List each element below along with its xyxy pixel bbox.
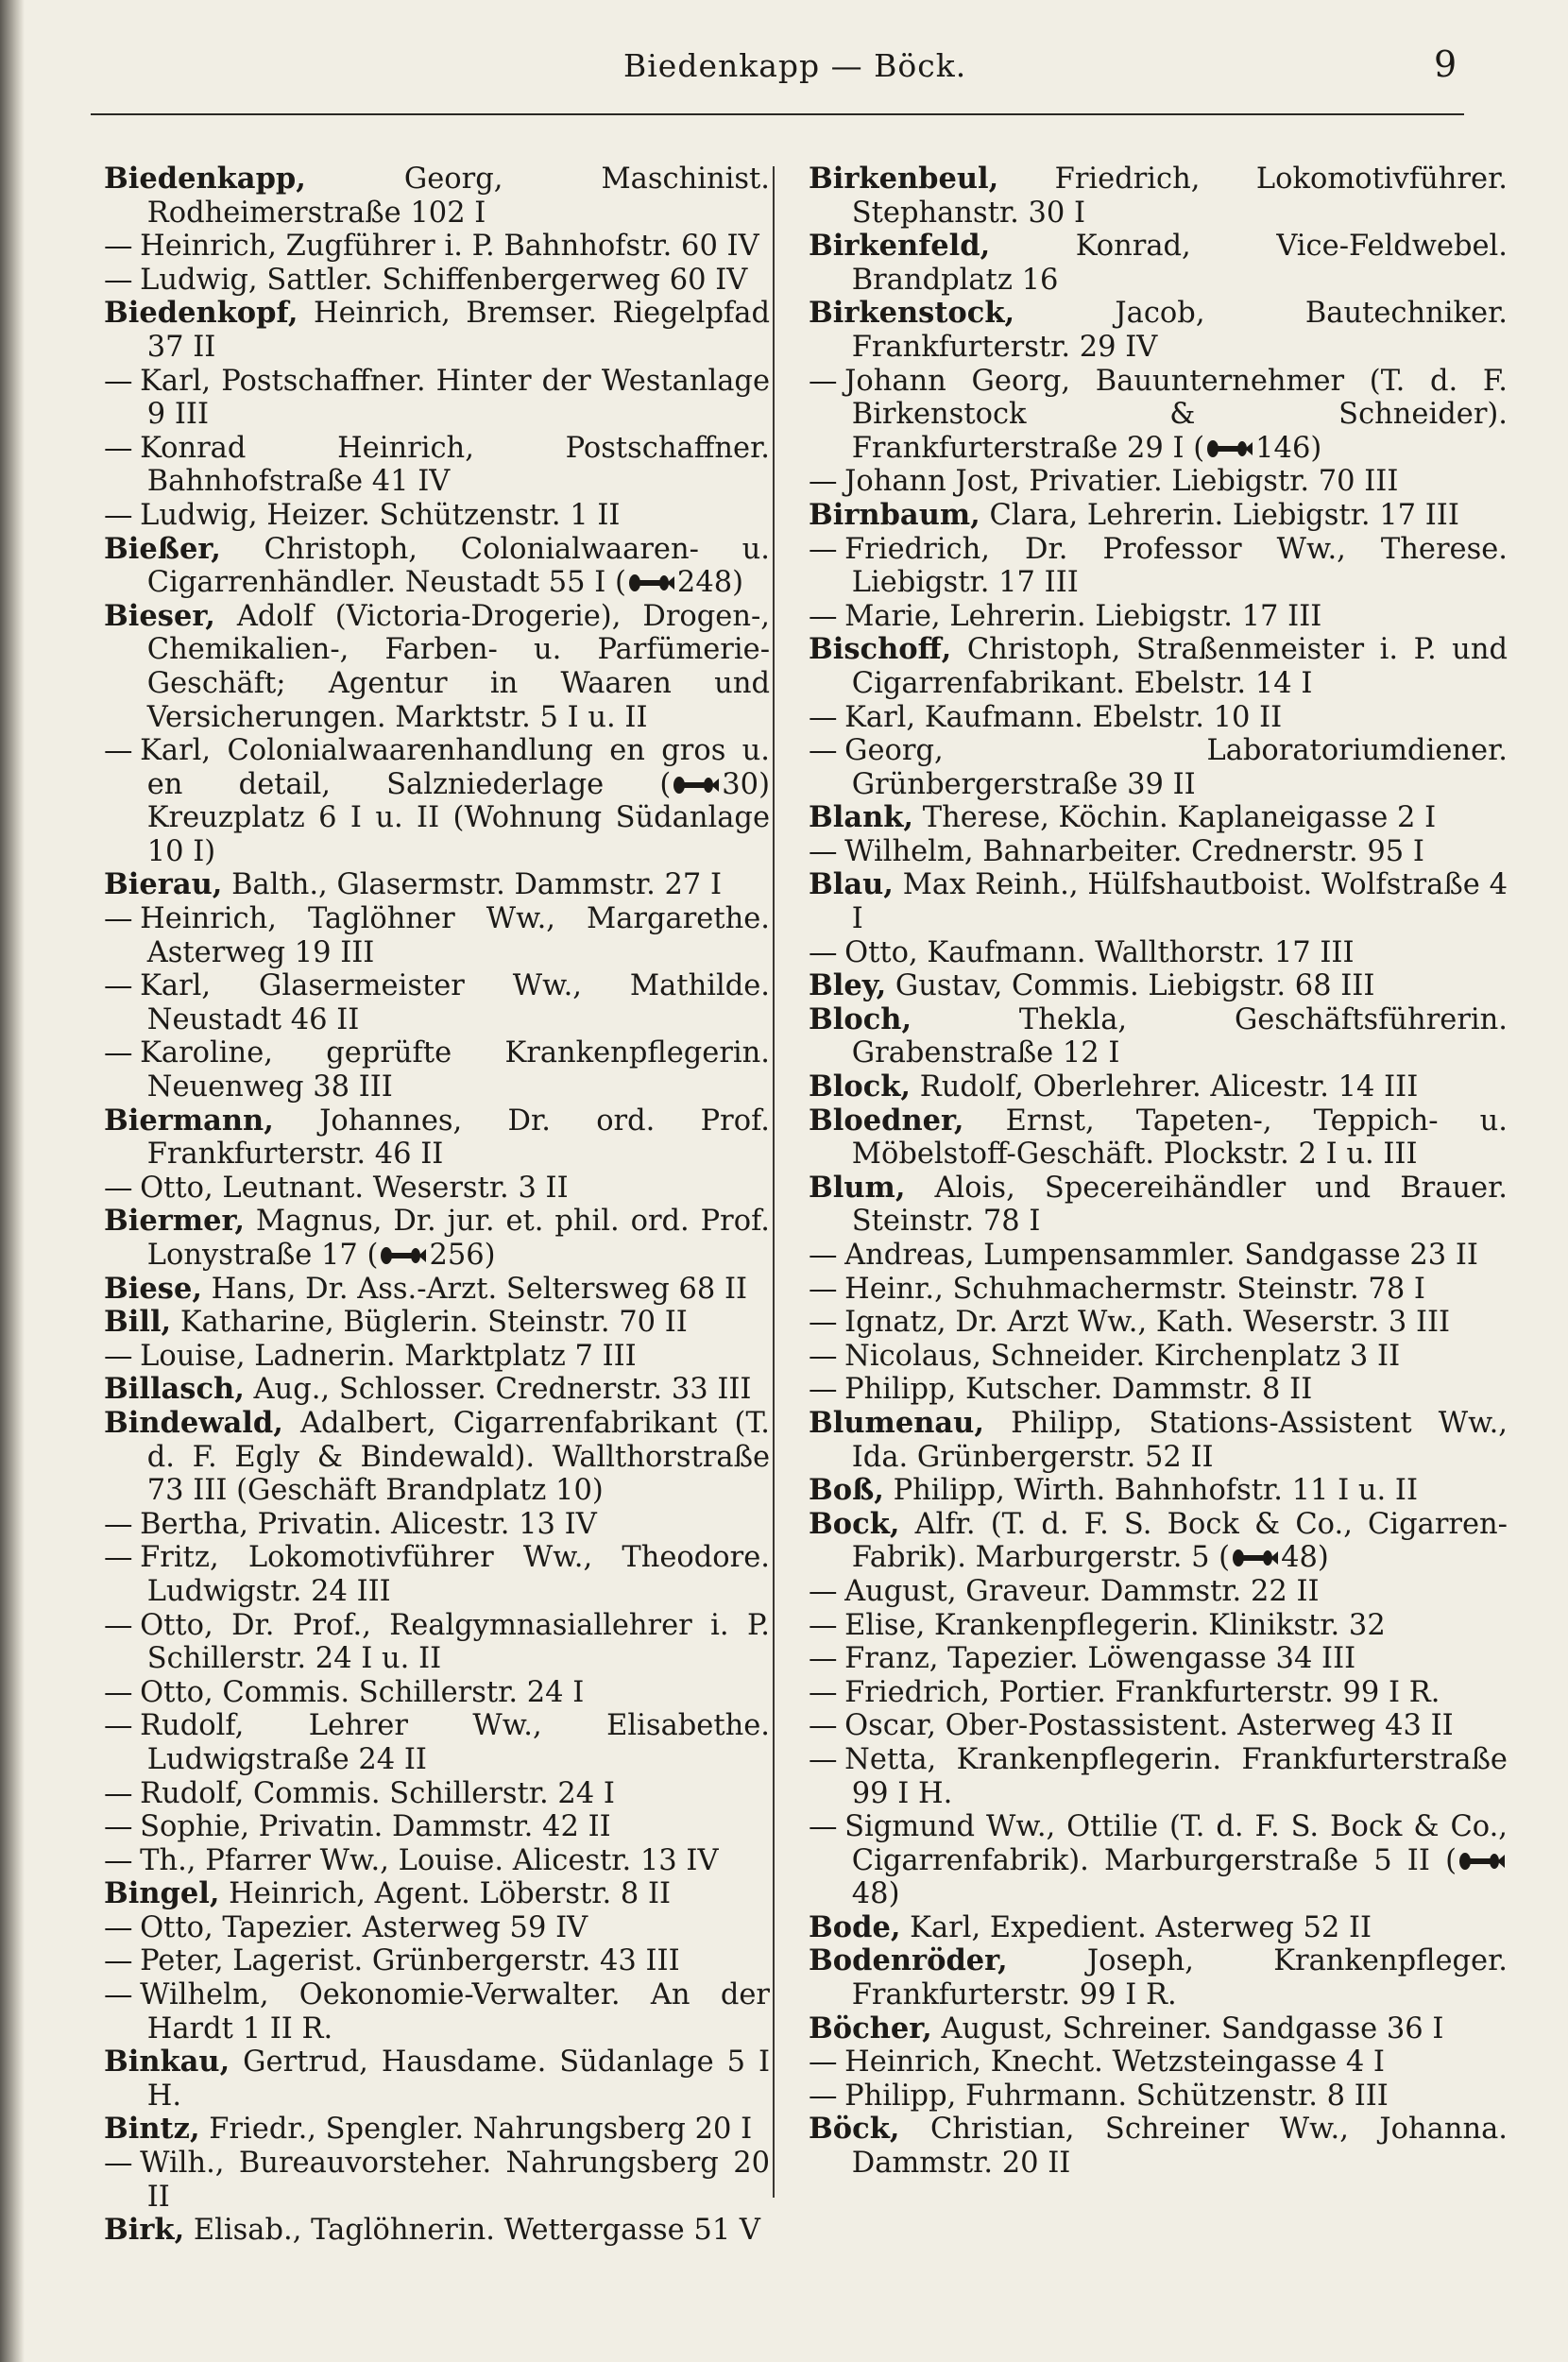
directory-entry <box>809 1070 1508 1104</box>
directory-entry <box>809 533 1508 600</box>
entry-text: Philipp, Kutscher. Dammstr. 8 II <box>844 1373 1313 1407</box>
entry-dash: — <box>809 1373 838 1407</box>
directory-entry <box>104 1877 770 1911</box>
entry-surname: Bischoff, <box>809 632 952 667</box>
directory-entry <box>809 734 1508 801</box>
entry-text: Netta, Krankenpflegerin. Frankfurterstraße 99 I H. <box>844 1742 1508 1810</box>
directory-entry <box>809 969 1508 1003</box>
phone-number: 146 <box>1255 431 1311 465</box>
entry-text: Adolf (Victoria-Drogerie), Drogen-, Chemikalien-, Farben- u. Parfümerie-Geschäft; Agentur in Waaren und Versicherungen. Marktstr. 5 I u. II <box>146 599 770 734</box>
entry-surname: Bindewald, <box>104 1405 283 1440</box>
directory-entry <box>809 1676 1508 1710</box>
entry-dash: — <box>809 2045 838 2080</box>
entry-text: Otto, Leutnant. Weserstr. 3 II <box>140 1171 569 1205</box>
phone-number: 256 <box>429 1239 485 1272</box>
directory-entry <box>809 499 1508 533</box>
entry-dash: — <box>104 1036 133 1070</box>
entry-dash: — <box>104 1978 133 2012</box>
entry-text: Philipp, Fuhrmann. Schützenstr. 8 III <box>844 2079 1389 2113</box>
entry-text: Balth., Glasermstr. Dammstr. 27 I <box>222 868 723 902</box>
entry-surname: Block, <box>809 1070 912 1104</box>
entry-surname: Blum, <box>809 1170 906 1205</box>
directory-entry <box>104 2214 770 2248</box>
entry-text: Konrad Heinrich, Postschaffner. Bahnhofstraße 41 IV <box>140 431 770 499</box>
directory-entry <box>104 533 770 600</box>
directory-entry <box>809 835 1508 869</box>
entry-surname: Billasch, <box>104 1372 245 1407</box>
entry-surname: Binkau, <box>104 2045 230 2080</box>
entry-text: Otto, Dr. Prof., Realgymnasiallehrer i. P. Schillerstr. 24 I u. II <box>140 1608 770 1676</box>
directory-entry <box>809 1709 1508 1743</box>
directory-entry <box>104 1508 770 1542</box>
entry-text: Otto, Kaufmann. Wallthorstr. 17 III <box>844 935 1355 969</box>
entry-text: Heinr., Schuhmachermstr. Steinstr. 78 I <box>844 1272 1425 1306</box>
entry-surname: Bingel, <box>104 1876 220 1911</box>
entry-dash: — <box>104 1810 133 1844</box>
directory-entry <box>809 936 1508 970</box>
entry-dash: — <box>104 1910 133 1944</box>
entry-dash: — <box>809 1574 838 1608</box>
entry-text: Oscar, Ober-Postassistent. Asterweg 43 II <box>844 1709 1454 1743</box>
entry-dash: — <box>104 1843 133 1877</box>
entry-text: Marie, Lehrerin. Liebigstr. 17 III <box>844 599 1322 633</box>
directory-entry <box>809 1407 1508 1474</box>
directory-entry <box>104 264 770 298</box>
directory-entry <box>104 1911 770 1945</box>
entry-surname: Bintz, <box>104 2112 200 2147</box>
entry-surname: Bieser, <box>104 598 215 633</box>
entry-surname: Bley, <box>809 968 887 1003</box>
entry-text: Aug., Schlosser. Crednerstr. 33 III <box>244 1373 752 1407</box>
entry-dash: — <box>104 263 133 297</box>
entry-surname: Blau, <box>809 867 894 902</box>
directory-entry <box>104 1609 770 1676</box>
directory-entry <box>809 2080 1508 2114</box>
entry-text: Rudolf, Oberlehrer. Alicestr. 14 III <box>911 1070 1419 1104</box>
telephone-receiver-icon <box>1458 1851 1506 1872</box>
entry-text: Alois, Specereihändler und Brauer. Steinstr. 78 I <box>851 1171 1508 1239</box>
directory-entry <box>104 1407 770 1508</box>
entry-text: Heinrich, Bremser. Riegelpfad 37 II <box>146 297 770 364</box>
entry-surname: Biedenkapp, <box>104 162 306 196</box>
telephone-receiver-icon <box>380 1245 427 1266</box>
entry-dash: — <box>809 700 838 734</box>
entry-text: Peter, Lagerist. Grünbergerstr. 43 III <box>140 1944 680 1978</box>
entry-text: August, Graveur. Dammstr. 22 II <box>844 1574 1320 1608</box>
entry-text: Karl, Expedient. Asterweg 52 II <box>900 1910 1372 1944</box>
entry-dash: — <box>809 1239 838 1272</box>
entry-text: Andreas, Lumpensammler. Sandgasse 23 II <box>844 1239 1478 1272</box>
entry-dash: — <box>809 734 838 768</box>
entry-surname: Birkenstock, <box>809 296 1015 331</box>
directory-entry <box>809 1340 1508 1374</box>
entry-dash: — <box>809 1272 838 1306</box>
entry-text: Ludwig, Sattler. Schiffenbergerweg 60 IV <box>140 263 748 297</box>
entry-text: Nicolaus, Schneider. Kirchenplatz 3 II <box>844 1339 1401 1373</box>
entry-dash: — <box>104 969 133 1003</box>
entry-text: Friedrich, Portier. Frankfurterstr. 99 I R. <box>844 1675 1440 1709</box>
directory-entry <box>809 1306 1508 1340</box>
entry-text: Philipp, Stations-Assistent Ww., Ida. Grünbergerstr. 52 II <box>851 1406 1508 1474</box>
directory-entry <box>809 1944 1508 2011</box>
entry-text: Konrad, Vice-Feldwebel. Brandplatz 16 <box>851 230 1508 297</box>
phone-number: 248 <box>676 566 733 600</box>
entry-dash: — <box>104 1675 133 1709</box>
entry-dash: — <box>104 1339 133 1373</box>
entry-surname: Bloch, <box>809 1001 912 1036</box>
entry-dash: — <box>104 1171 133 1205</box>
entry-text: Therese, Köchin. Kaplaneigasse 2 I <box>913 801 1437 835</box>
directory-entry <box>809 600 1508 634</box>
directory-entry <box>104 499 770 533</box>
directory-entry <box>104 1172 770 1206</box>
entry-dash: — <box>809 1608 838 1642</box>
directory-entry <box>104 432 770 499</box>
directory-entry <box>809 1508 1508 1575</box>
phone-number: 48 <box>851 1877 889 1911</box>
directory-entry <box>104 1205 770 1272</box>
entry-dash: — <box>104 1507 133 1541</box>
directory-entry <box>809 297 1508 364</box>
entry-text: Ignatz, Dr. Arzt Ww., Kath. Weserstr. 3 III <box>844 1306 1451 1340</box>
entry-text: Karoline, geprüfte Krankenpflegerin. Neuenweg 38 III <box>140 1036 770 1104</box>
entry-text: Elisab., Taglöhnerin. Wettergasse 51 V <box>184 2214 760 2248</box>
directory-entry <box>104 902 770 969</box>
entry-surname: Birk, <box>104 2213 185 2248</box>
directory-entry <box>809 2012 1508 2046</box>
entry-text: Joseph, Krankenpfleger. Frankfurterstr. 99 I R. <box>851 1944 1508 2012</box>
entry-text: Friedrich, Dr. Professor Ww., Therese. Liebigstr. 17 III <box>844 532 1508 600</box>
entry-text: Rudolf, Commis. Schillerstr. 24 I <box>140 1776 615 1810</box>
entry-surname: Biese, <box>104 1271 202 1306</box>
entry-dash: — <box>809 1742 838 1776</box>
directory-entry <box>104 1036 770 1104</box>
entry-dash: — <box>809 1642 838 1676</box>
directory-entry <box>104 1373 770 1407</box>
entry-text: Otto, Tapezier. Asterweg 59 IV <box>140 1910 588 1944</box>
entry-text: Christian, Schreiner Ww., Johanna. Dammstr. 20 II <box>851 2113 1508 2181</box>
directory-entry <box>104 1676 770 1710</box>
directory-entry <box>104 297 770 364</box>
entry-dash: — <box>809 1675 838 1709</box>
entry-text: Heinrich, Zugführer i. P. Bahnhofstr. 60 IV <box>140 230 759 264</box>
entry-text: Sophie, Privatin. Dammstr. 42 II <box>140 1810 611 1844</box>
entry-dash: — <box>104 498 133 532</box>
directory-entry <box>104 2147 770 2214</box>
entry-text: Karl, Colonialwaarenhandlung en gros u. en detail, Salzniederlage ( <box>140 734 770 801</box>
entry-surname: Bill, <box>104 1305 172 1340</box>
page-number: 9 <box>1434 43 1457 85</box>
entry-dash: — <box>809 364 838 398</box>
entry-text: Wilh., Bureauvorsteher. Nahrungsberg 20 II <box>140 2147 770 2214</box>
entry-surname: Bock, <box>809 1506 900 1541</box>
left-column <box>104 163 770 2248</box>
entry-text: Johannes, Dr. ord. Prof. Frankfurterstr. 46 II <box>146 1104 770 1172</box>
entry-text-after: ) <box>732 566 744 600</box>
entry-dash: — <box>809 532 838 566</box>
directory-entry <box>104 969 770 1036</box>
directory-entry <box>104 1340 770 1374</box>
telephone-receiver-icon <box>673 775 720 796</box>
entry-text-after: ) Kreuzplatz 6 I u. II (Wohnung Südanlage 10 I) <box>146 767 770 868</box>
directory-entry <box>809 1743 1508 1810</box>
entry-dash: — <box>104 1776 133 1810</box>
directory-entry <box>104 1810 770 1844</box>
entry-text: Christoph, Straßenmeister i. P. und Cigarrenfabrikant. Ebelstr. 14 I <box>851 633 1508 700</box>
entry-text: Katharine, Büglerin. Steinstr. 70 II <box>171 1306 688 1340</box>
entry-text: Th., Pfarrer Ww., Louise. Alicestr. 13 IV <box>140 1843 719 1877</box>
entry-surname: Bießer, <box>104 531 221 566</box>
directory-entry <box>809 1911 1508 1945</box>
entry-surname: Böcher, <box>809 2011 932 2045</box>
entry-text: Bertha, Privatin. Alicestr. 13 IV <box>140 1507 597 1541</box>
entry-text: Johann Jost, Privatier. Liebigstr. 70 III <box>844 465 1399 499</box>
entry-text: Max Reinh., Hülfshautboist. Wolfstraße 4 I <box>851 868 1508 936</box>
entry-text: Friedrich, Lokomotivführer. Stephanstr. 30 I <box>851 163 1508 230</box>
entry-text: Adalbert, Cigarrenfabrikant (T. d. F. Egly & Bindewald). Wallthorstraße 73 III (Geschäft Brandplatz 10) <box>146 1406 770 1508</box>
entry-surname: Biedenkopf, <box>104 296 298 331</box>
entry-dash: — <box>809 935 838 969</box>
directory-entry <box>809 1474 1508 1508</box>
entry-dash: — <box>104 1944 133 1978</box>
directory-entry <box>104 1777 770 1811</box>
entry-surname: Biermer, <box>104 1204 245 1239</box>
directory-entry <box>809 365 1508 466</box>
directory-entry <box>809 230 1508 297</box>
right-column <box>809 163 1508 2181</box>
directory-entry <box>104 1944 770 1978</box>
entry-text: Georg, Laboratoriumdiener. Grünbergerstraße 39 II <box>844 734 1508 801</box>
entry-dash: — <box>809 599 838 633</box>
phone-number: 30 <box>722 767 759 801</box>
entry-text: Jacob, Bautechniker. Frankfurterstr. 29 IV <box>851 297 1508 364</box>
directory-entry <box>104 1273 770 1307</box>
directory-entry <box>104 365 770 432</box>
entry-surname: Bode, <box>809 1909 901 1944</box>
directory-entry <box>809 633 1508 700</box>
directory-entry <box>809 868 1508 935</box>
entry-dash: — <box>809 2079 838 2113</box>
entry-surname: Bierau, <box>104 867 223 902</box>
entry-text: Gustav, Commis. Liebigstr. 68 III <box>886 969 1375 1003</box>
directory-entry <box>809 1575 1508 1609</box>
entry-dash: — <box>104 364 133 398</box>
entry-text: Georg, Maschinist. Rodheimerstraße 102 I <box>146 163 770 230</box>
directory-entry <box>104 868 770 902</box>
entry-dash: — <box>809 1306 838 1340</box>
entry-text: Fritz, Lokomotivführer Ww., Theodore. Ludwigstr. 24 III <box>140 1541 770 1608</box>
directory-entry <box>809 701 1508 735</box>
entry-surname: Birnbaum, <box>809 497 980 532</box>
entry-text: Friedr., Spengler. Nahrungsberg 20 I <box>199 2113 753 2147</box>
directory-entry <box>104 600 770 734</box>
directory-entry <box>809 163 1508 230</box>
directory-entry <box>809 465 1508 499</box>
phone-number: 48 <box>1281 1541 1318 1575</box>
entry-text: Heinrich, Taglöhner Ww., Margarethe. Asterweg 19 III <box>140 902 770 969</box>
entry-text: Heinrich, Agent. Löberstr. 8 II <box>219 1877 672 1911</box>
entry-dash: — <box>104 431 133 465</box>
entry-surname: Boß, <box>809 1473 884 1508</box>
entry-text: Karl, Kaufmann. Ebelstr. 10 II <box>844 700 1283 734</box>
entry-text-after: ) <box>1317 1541 1329 1575</box>
entry-dash: — <box>104 2147 133 2181</box>
entry-text: Sigmund Ww., Ottilie (T. d. F. S. Bock & Co., Cigarrenfabrik). Marburgerstraße 5 II ( <box>844 1810 1508 1877</box>
entry-dash: — <box>809 1709 838 1743</box>
directory-entry <box>104 1844 770 1878</box>
entry-text: Magnus, Dr. jur. et. phil. ord. Prof. Lonystraße 17 ( <box>146 1205 770 1272</box>
entry-dash: — <box>809 834 838 868</box>
directory-entry <box>104 1104 770 1172</box>
entry-text: Clara, Lehrerin. Liebigstr. 17 III <box>980 498 1459 532</box>
directory-entry <box>809 1373 1508 1407</box>
directory-entry <box>809 1609 1508 1643</box>
entry-text: Gertrud, Hausdame. Südanlage 5 I H. <box>146 2045 770 2113</box>
entry-dash: — <box>809 465 838 499</box>
entry-text: Otto, Commis. Schillerstr. 24 I <box>140 1675 585 1709</box>
directory-entry <box>104 230 770 264</box>
entry-dash: — <box>104 1709 133 1743</box>
entry-text-after: ) <box>1310 431 1322 465</box>
entry-dash: — <box>809 1810 838 1844</box>
entry-surname: Birkenbeul, <box>809 162 999 196</box>
entry-text: Wilhelm, Oekonomie-Verwalter. An der Hardt 1 II R. <box>140 1978 770 2045</box>
entry-surname: Blank, <box>809 800 914 835</box>
entry-surname: Biermann, <box>104 1103 274 1138</box>
directory-entry <box>809 1239 1508 1273</box>
directory-entry <box>104 734 770 868</box>
entry-text: Ernst, Tapeten-, Teppich- u. Möbelstoff-Geschäft. Plockstr. 2 I u. III <box>851 1104 1508 1172</box>
directory-entry <box>809 2045 1508 2080</box>
directory-entry <box>104 1978 770 2045</box>
directory-entry <box>104 2045 770 2113</box>
telephone-receiver-icon <box>1232 1548 1279 1568</box>
entry-surname: Blumenau, <box>809 1405 984 1440</box>
entry-text: Alfr. (T. d. F. S. Bock & Co., Cigarren-Fabrik). Marburgerstr. 5 ( <box>851 1507 1508 1575</box>
directory-entry <box>104 1306 770 1340</box>
telephone-receiver-icon <box>1206 438 1253 459</box>
entry-text-after: ) <box>484 1239 496 1272</box>
directory-entry <box>809 1810 1508 1911</box>
entry-surname: Bloedner, <box>809 1103 964 1138</box>
telephone-receiver-icon <box>628 573 675 593</box>
running-head: Biedenkapp — Böck. <box>623 47 967 84</box>
entry-text: Wilhelm, Bahnarbeiter. Crednerstr. 95 I <box>844 834 1424 868</box>
directory-entry <box>809 1642 1508 1676</box>
entry-dash: — <box>809 1339 838 1373</box>
entry-text: Christoph, Colonialwaaren- u. Cigarrenhändler. Neustadt 55 I ( <box>146 532 770 600</box>
entry-text: Philipp, Wirth. Bahnhofstr. 11 I u. II <box>883 1474 1419 1508</box>
entry-text: Karl, Glasermeister Ww., Mathilde. Neustadt 46 II <box>140 969 770 1036</box>
entry-surname: Böck, <box>809 2112 900 2147</box>
directory-entry <box>104 163 770 230</box>
directory-entry <box>809 1104 1508 1172</box>
header-rule <box>91 113 1464 115</box>
entry-text: Thekla, Geschäftsführerin. Grabenstraße 12 I <box>851 1002 1508 1070</box>
entry-dash: — <box>104 1541 133 1575</box>
entry-surname: Birkenfeld, <box>809 229 991 264</box>
entry-text: Hans, Dr. Ass.-Arzt. Seltersweg 68 II <box>201 1272 748 1306</box>
entry-text: Ludwig, Heizer. Schützenstr. 1 II <box>140 498 621 532</box>
directory-entry <box>809 1172 1508 1239</box>
entry-dash: — <box>104 902 133 936</box>
directory-entry <box>104 2113 770 2147</box>
entry-text: Elise, Krankenpflegerin. Klinikstr. 32 <box>844 1608 1386 1642</box>
directory-entry <box>809 2113 1508 2180</box>
entry-text: Johann Georg, Bauunternehmer (T. d. F. Birkenstock & Schneider). Frankfurterstraße 29 I ( <box>844 364 1508 465</box>
entry-text: August, Schreiner. Sandgasse 36 I <box>931 2011 1444 2045</box>
entry-text: Rudolf, Lehrer Ww., Elisabethe. Ludwigstraße 24 II <box>140 1709 770 1776</box>
entry-text: Louise, Ladnerin. Marktplatz 7 III <box>140 1339 637 1373</box>
directory-entry <box>809 1273 1508 1307</box>
entry-surname: Bodenröder, <box>809 1943 1008 1978</box>
directory-entry <box>104 1709 770 1776</box>
entry-dash: — <box>104 230 133 264</box>
directory-entry <box>809 801 1508 835</box>
entry-dash: — <box>104 734 133 768</box>
entry-text: Franz, Tapezier. Löwengasse 34 III <box>844 1642 1356 1676</box>
column-divider <box>773 166 775 2198</box>
directory-entry <box>809 1003 1508 1070</box>
entry-text-after: ) <box>888 1877 900 1911</box>
entry-dash: — <box>104 1608 133 1642</box>
directory-entry <box>104 1541 770 1608</box>
entry-text: Heinrich, Knecht. Wetzsteingasse 4 I <box>844 2045 1385 2080</box>
entry-text: Karl, Postschaffner. Hinter der Westanlage 9 III <box>140 364 770 432</box>
